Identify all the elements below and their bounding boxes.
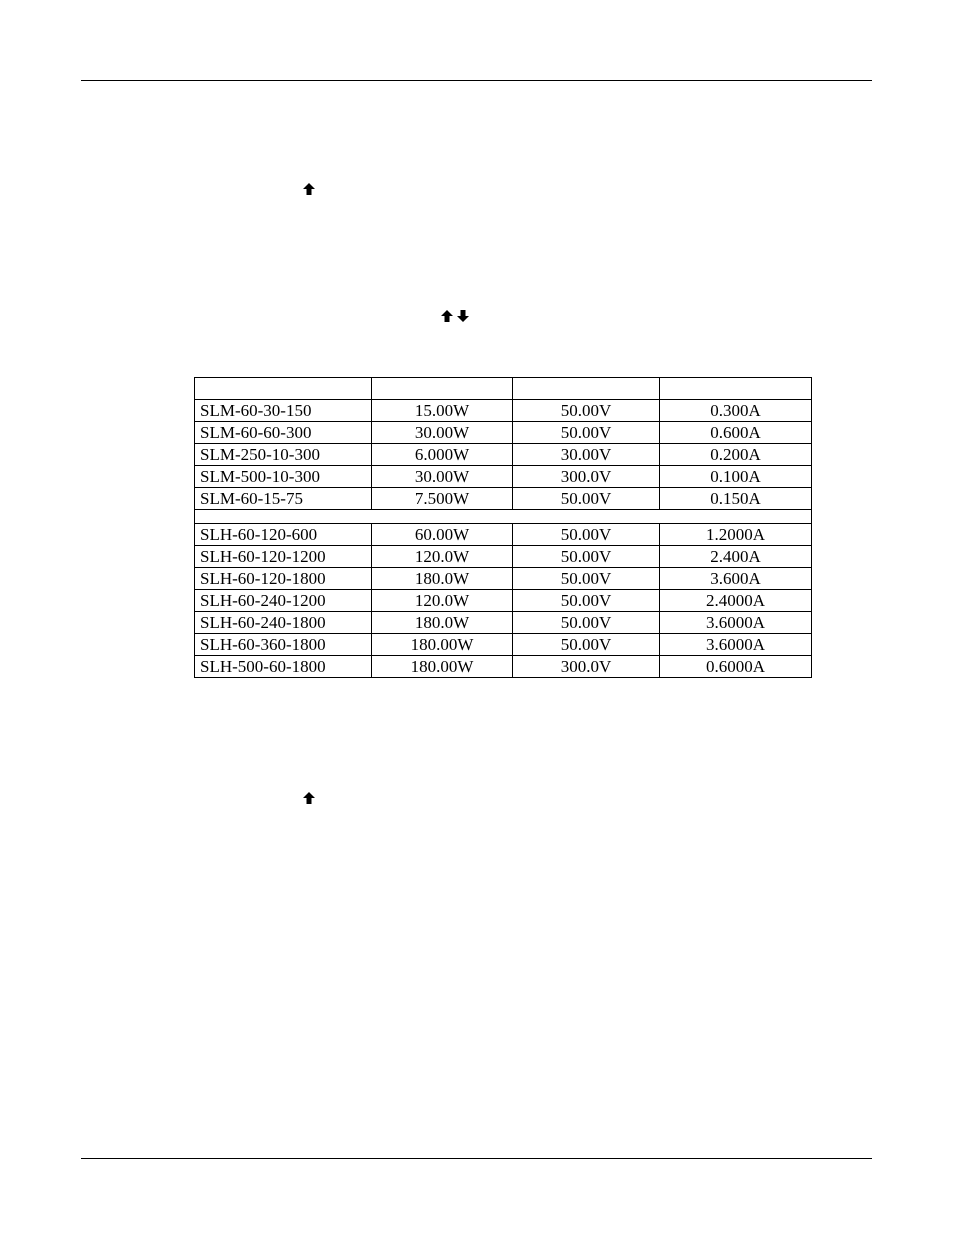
voltage-cell: 50.00V — [513, 634, 660, 656]
current-cell: 0.100A — [660, 466, 812, 488]
current-cell: 3.6000A — [660, 634, 812, 656]
model-cell: SLM-500-10-300 — [195, 466, 372, 488]
power-cell: 30.00W — [372, 466, 513, 488]
voltage-cell: 300.0V — [513, 466, 660, 488]
model-cell: SLH-60-240-1800 — [195, 612, 372, 634]
table-row — [195, 400, 812, 422]
current-cell: 2.400A — [660, 546, 812, 568]
current-cell: 0.200A — [660, 444, 812, 466]
table-row — [195, 656, 812, 678]
group-separator-cell — [195, 510, 812, 524]
model-table — [194, 377, 812, 678]
voltage-cell: 50.00V — [513, 546, 660, 568]
voltage-cell: 50.00V — [513, 422, 660, 444]
table-row — [195, 612, 812, 634]
table-row — [195, 568, 812, 590]
model-cell: SLM-250-10-300 — [195, 444, 372, 466]
model-cell: SLM-60-60-300 — [195, 422, 372, 444]
power-cell: 180.0W — [372, 612, 513, 634]
voltage-cell: 300.0V — [513, 656, 660, 678]
power-cell: 15.00W — [372, 400, 513, 422]
power-cell: 6.000W — [372, 444, 513, 466]
power-cell: 120.0W — [372, 546, 513, 568]
voltage-cell: 50.00V — [513, 524, 660, 546]
current-cell: 1.2000A — [660, 524, 812, 546]
table-header-cell — [195, 378, 372, 400]
model-cell: SLH-60-120-1800 — [195, 568, 372, 590]
model-cell: SLH-60-120-600 — [195, 524, 372, 546]
voltage-cell: 50.00V — [513, 400, 660, 422]
voltage-cell: 50.00V — [513, 568, 660, 590]
current-cell: 0.150A — [660, 488, 812, 510]
arrow-down-icon — [457, 310, 469, 322]
model-cell: SLM-60-30-150 — [195, 400, 372, 422]
table-row — [195, 466, 812, 488]
current-cell: 3.6000A — [660, 612, 812, 634]
current-cell: 0.600A — [660, 422, 812, 444]
table-header-row — [195, 378, 812, 400]
table-row — [195, 488, 812, 510]
power-cell: 180.00W — [372, 656, 513, 678]
arrow-up-icon — [303, 792, 315, 804]
footer-rule — [81, 1158, 872, 1159]
arrow-up-icon — [303, 183, 315, 195]
power-cell: 180.0W — [372, 568, 513, 590]
model-cell: SLH-60-360-1800 — [195, 634, 372, 656]
current-cell: 3.600A — [660, 568, 812, 590]
current-cell: 0.300A — [660, 400, 812, 422]
voltage-cell: 50.00V — [513, 488, 660, 510]
power-cell: 60.00W — [372, 524, 513, 546]
group-separator-row — [195, 510, 812, 524]
power-cell: 7.500W — [372, 488, 513, 510]
header-rule — [81, 80, 872, 81]
current-cell: 2.4000A — [660, 590, 812, 612]
table-row — [195, 444, 812, 466]
model-cell: SLM-60-15-75 — [195, 488, 372, 510]
model-cell: SLH-60-240-1200 — [195, 590, 372, 612]
table-header-cell — [513, 378, 660, 400]
table-row — [195, 422, 812, 444]
arrow-up-down-icon — [441, 310, 469, 322]
voltage-cell: 30.00V — [513, 444, 660, 466]
model-cell: SLH-500-60-1800 — [195, 656, 372, 678]
table-header-cell — [660, 378, 812, 400]
table-row — [195, 634, 812, 656]
current-cell: 0.6000A — [660, 656, 812, 678]
voltage-cell: 50.00V — [513, 590, 660, 612]
power-cell: 120.0W — [372, 590, 513, 612]
model-cell: SLH-60-120-1200 — [195, 546, 372, 568]
table-row — [195, 524, 812, 546]
voltage-cell: 50.00V — [513, 612, 660, 634]
table-row — [195, 546, 812, 568]
power-cell: 180.00W — [372, 634, 513, 656]
power-cell: 30.00W — [372, 422, 513, 444]
arrow-up-icon — [441, 310, 453, 322]
table-header-cell — [372, 378, 513, 400]
table-row — [195, 590, 812, 612]
